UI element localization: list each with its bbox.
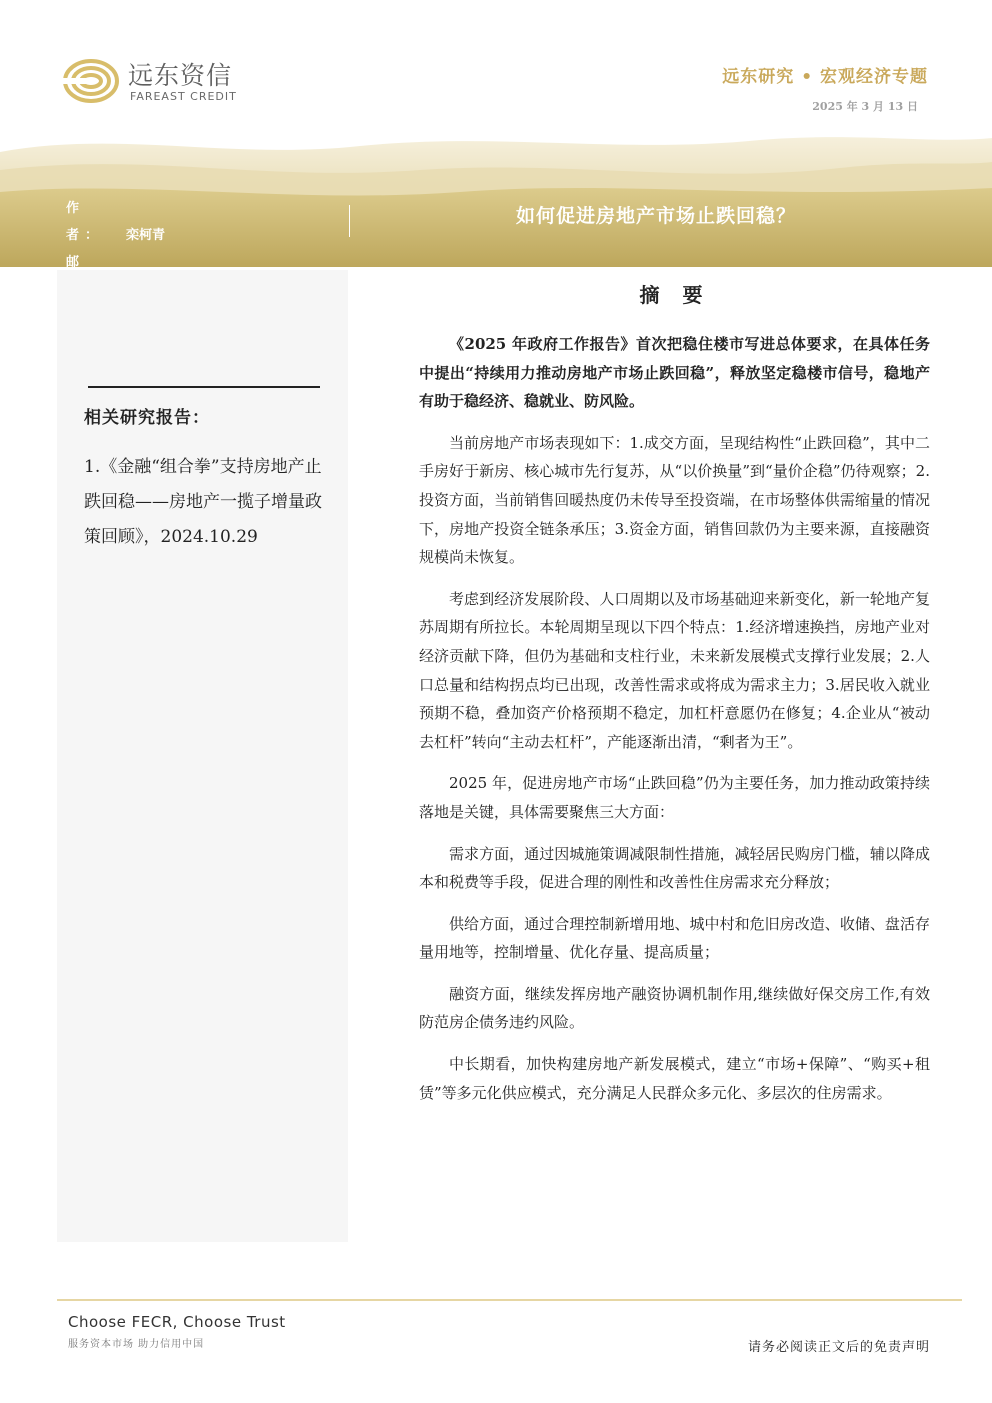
abstract-title: 摘 要 — [639, 283, 711, 307]
abstract-paragraph: 需求方面，通过因城施策调减限制性措施，减轻居民购房门槛，辅以降成本和税费等手段，促进合理的刚性和改善性住房需求充分释放； — [419, 844, 930, 892]
logo-text-cn: 远东资信 — [128, 61, 233, 90]
footer-slogan-sub: 服务资本市场 助力信用中国 — [68, 1339, 205, 1350]
footer-slogan: Choose FECR, Choose Trust — [68, 1313, 286, 1331]
abstract-paragraph: 融资方面，继续发挥房地产融资协调机制作用,继续做好保交房工作,有效防范房企债务违约风险。 — [419, 984, 930, 1032]
report-series: 远东研究 • 宏观经济专题 — [722, 67, 928, 87]
abstract-paragraph: 当前房地产市场表现如下：1.成交方面，呈现结构性“止跌回稳”，其中二手房好于新房、核心城市先行复苏，从“以价换量”到“量价企稳”仍待观察；2.投资方面，当前销售回暖热度仍未传导至投资端，在市场整体供需缩量的情况下，房地产投资全链条承压；3.资金方面，销售回款仍为主要来源，直接融资规模尚未恢复。 — [419, 433, 930, 567]
logo-mark-icon — [62, 56, 120, 106]
author-name: 栾柯青 — [126, 228, 166, 243]
abstract-body — [419, 330, 930, 1120]
company-logo — [62, 54, 272, 110]
related-reports-heading: 相关研究报告： — [84, 408, 210, 428]
logo-text-en: FAREAST CREDIT — [130, 90, 237, 103]
author-row — [66, 195, 287, 249]
abstract-paragraph: 供给方面，通过合理控制新增用地、城中村和危旧房改造、收储、盘活存量用地等，控制增量、优化存量、提高质量； — [419, 914, 930, 962]
email-label: 邮 — [66, 255, 86, 270]
author-label: 作 者： — [66, 201, 105, 243]
report-date: 2025 年 3 月 13 日 — [812, 100, 918, 113]
abstract-paragraph: 中长期看，加快构建房地产新发展模式，建立“市场+保障”、“购买+租赁”等多元化供应模式，充分满足人民群众多元化、多层次的住房需求。 — [419, 1055, 930, 1102]
related-report-item[interactable]: 1.《金融“组合拳”支持房地产止跌回稳——房地产一揽子增量政策回顾》，2024.10.29 — [84, 457, 322, 547]
footer-disclaimer: 请务必阅读正文后的免责声明 — [747, 1340, 930, 1355]
sidebar-rule — [88, 386, 320, 388]
abstract-paragraph: 2025 年，促进房地产市场“止跌回稳”仍为主要任务，加力推动政策持续落地是关键，具体需要聚焦三大方面： — [419, 774, 930, 821]
document-title: 如何促进房地产市场止跌回稳？ — [515, 205, 796, 227]
footer-rule — [57, 1299, 962, 1301]
abstract-paragraph: 考虑到经济发展阶段、人口周期以及市场基础迎来新变化，新一轮地产复苏周期有所拉长。本轮周期呈现以下四个特点：1.经济增速换挡，房地产业对经济贡献下降，但仍为基础和支柱行业，未来新发展模式支撑行业发展；2.人口总量和结构拐点均已出现，改善性需求或将成为需求主力；3.居民收入就业预期不稳，叠加资产价格预期不稳定，加杠杆意愿仍在修复；4.企业从“被动去杠杆”转向“主动去杠杆”，产能逐渐出清，“剩者为王”。 — [419, 589, 930, 751]
abstract-lead-paragraph: 《2025 年政府工作报告》首次把稳住楼市写进总体要求，在具体任务中提出“持续用力推动房地产市场止跌回稳”，释放坚定稳楼市信号，稳地产有助于稳经济、稳就业、防风险。 — [419, 335, 930, 411]
